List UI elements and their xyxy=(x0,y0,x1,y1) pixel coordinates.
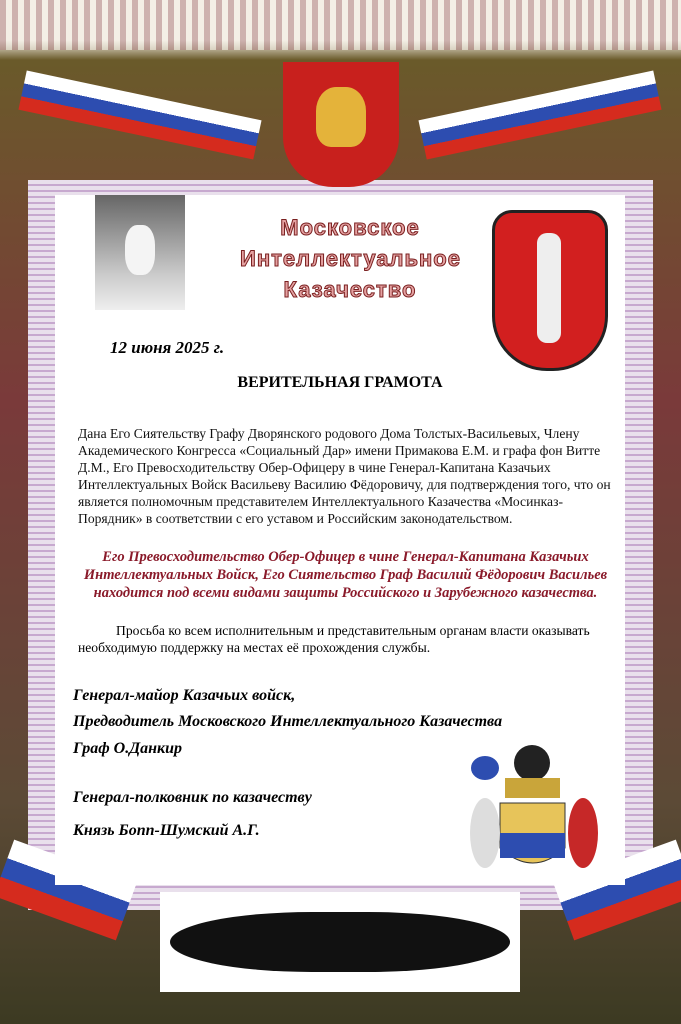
signature-line: Князь Бопп-Шумский А.Г. xyxy=(73,822,260,839)
bottom-ornament xyxy=(160,892,520,992)
signature-line: Граф О.Данкир xyxy=(73,740,183,757)
moscow-shield-emblem-icon xyxy=(492,210,608,371)
document-body: Дана Его Сиятельству Графу Дворянского родового Дома Толстых-Васильевых, Члену Академического Конгресса «Социальный Дар» имени Примакова Е.М. и графа фон Витте Д.М., Его Превосходительству Обер-Офицеру в чине Генерал-Капитана Казачьих Интеллектуальных Войск Васильеву Василию Фёдоровичу, для подтверждения того, что он является полномочным представителем Интеллектуального Казачества «Мосинказ-Порядник» в соответствии с его уставом и Российским законодательством. xyxy=(78,426,611,526)
russian-flag-ribbon-left xyxy=(18,70,261,159)
signature-line: Предводитель Московского Интеллектуального Казачества xyxy=(73,713,503,730)
signature-line: Генерал-майор Казачьих войск, xyxy=(73,687,296,704)
request-text: Просьба ко всем исполнительным и представительным органам власти оказывать необходимую поддержку на местах её прохождения службы. xyxy=(78,623,590,655)
lace-border xyxy=(0,0,681,50)
request-paragraph xyxy=(78,622,613,656)
signature-line: Генерал-полковник по казачеству xyxy=(73,789,312,806)
russian-flag-ribbon-right xyxy=(418,70,661,159)
russian-coat-of-arms-icon xyxy=(283,62,399,187)
protection-statement: Его Превосходительство Обер-Офицер в чине Генерал-Капитана Казачьих Интеллектуальных Войск, Его Сиятельство Граф Василий Фёдорович Васильев находится под всеми видами защиты Российского и Зарубежного казачества. xyxy=(83,549,608,601)
family-coat-of-arms-icon xyxy=(465,738,600,888)
horse-photo xyxy=(95,195,185,310)
organization-logo-text: Московское Интеллектуальное Казачество xyxy=(240,215,461,302)
document-title: ВЕРИТЕЛЬНАЯ ГРАМОТА xyxy=(237,374,443,391)
document-date: 12 июня 2025 г. xyxy=(110,338,225,357)
